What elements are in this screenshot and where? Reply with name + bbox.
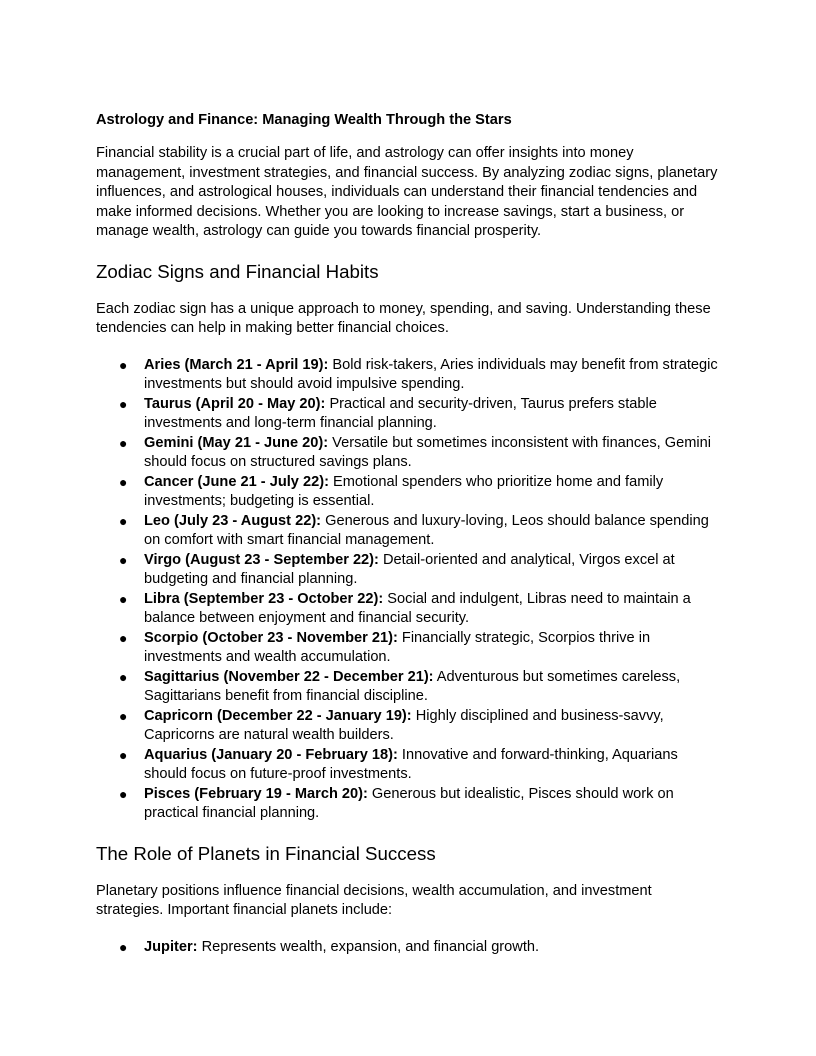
list-item — [96, 551, 720, 590]
item-text: Highly disciplined and business-savvy, Capricorns are natural wealth builders. — [144, 707, 664, 743]
bullet-icon: ● — [119, 668, 128, 685]
list-item — [96, 473, 720, 512]
item-label: Leo (July 23 - August 22): — [144, 512, 322, 529]
item-text: Financially strategic, Scorpios thrive in investments and wealth accumulation. — [144, 629, 651, 665]
planets-list — [96, 938, 720, 958]
list-item — [96, 434, 720, 473]
item-text: Versatile but sometimes inconsistent with finances, Gemini should focus on structured savings plans. — [144, 434, 711, 470]
bullet-icon: ● — [119, 590, 128, 607]
item-label: Aquarius (January 20 - February 18): — [144, 746, 398, 763]
item-text: Innovative and forward-thinking, Aquarians should focus on future-proof investments. — [144, 746, 678, 782]
list-item — [96, 395, 720, 434]
item-text: Generous but idealistic, Pisces should work on practical financial planning. — [144, 785, 674, 821]
item-label: Pisces (February 19 - March 20): — [144, 785, 368, 802]
zodiac-list — [96, 356, 720, 824]
section-heading-zodiac: Zodiac Signs and Financial Habits — [96, 260, 379, 282]
list-item — [96, 590, 720, 629]
list-item — [96, 746, 720, 785]
intro-paragraph: Financial stability is a crucial part of life, and astrology can offer insights into money management, investment strategies, and financial success. By analyzing zodiac signs, planetary influences, and astrological houses, individuals can understand their financial tendencies and make informed decisions. Whether you are looking to increase savings, start a business, or manage wealth, astrology can guide you towards financial prosperity. — [96, 145, 718, 239]
item-label: Libra (September 23 - October 22): — [144, 590, 384, 607]
item-text: Represents wealth, expansion, and financial growth. — [197, 938, 540, 955]
list-item — [96, 938, 720, 958]
item-label: Cancer (June 21 - July 22): — [144, 473, 329, 490]
bullet-icon: ● — [119, 785, 128, 802]
section-heading-planets: The Role of Planets in Financial Success — [96, 842, 436, 864]
bullet-icon: ● — [119, 512, 128, 529]
list-item — [96, 356, 720, 395]
document-title: Astrology and Finance: Managing Wealth Through the Stars — [96, 112, 512, 128]
item-text: Bold risk-takers, Aries individuals may benefit from strategic investments but should avoid impulsive spending. — [144, 356, 718, 392]
list-item — [96, 629, 720, 668]
item-text: Social and indulgent, Libras need to maintain a balance between enjoyment and financial security. — [144, 590, 691, 626]
bullet-icon: ● — [119, 434, 128, 451]
item-text: Detail-oriented and analytical, Virgos excel at budgeting and financial planning. — [144, 551, 675, 587]
list-item — [96, 707, 720, 746]
item-label: Sagittarius (November 22 - December 21): — [144, 668, 434, 685]
bullet-icon: ● — [119, 629, 128, 646]
item-text: Practical and security-driven, Taurus prefers stable investments and long-term financial planning. — [144, 395, 657, 431]
list-item — [96, 512, 720, 551]
item-label: Aries (March 21 - April 19): — [144, 356, 329, 373]
bullet-icon: ● — [119, 395, 128, 412]
bullet-icon: ● — [119, 746, 128, 763]
bullet-icon: ● — [119, 551, 128, 568]
item-label: Virgo (August 23 - September 22): — [144, 551, 379, 568]
item-label: Jupiter: — [144, 938, 198, 955]
bullet-icon: ● — [119, 938, 128, 955]
bullet-icon: ● — [119, 473, 128, 490]
section-intro-planets: Planetary positions influence financial decisions, wealth accumulation, and investment strategies. Important financial planets include: — [96, 882, 652, 918]
item-label: Taurus (April 20 - May 20): — [144, 395, 326, 412]
bullet-icon: ● — [119, 707, 128, 724]
document-page — [96, 110, 720, 957]
item-label: Capricorn (December 22 - January 19): — [144, 707, 412, 724]
section-intro-zodiac: Each zodiac sign has a unique approach to money, spending, and saving. Understanding these tendencies can help in making better financial choices. — [96, 300, 711, 336]
item-text: Adventurous but sometimes careless, Sagittarians benefit from financial discipline. — [144, 668, 681, 704]
list-item — [96, 785, 720, 824]
item-text: Emotional spenders who prioritize home and family investments; budgeting is essential. — [144, 473, 664, 509]
item-text: Generous and luxury-loving, Leos should balance spending on comfort with smart financial management. — [144, 512, 709, 548]
list-item — [96, 668, 720, 707]
item-label: Scorpio (October 23 - November 21): — [144, 629, 398, 646]
item-label: Gemini (May 21 - June 20): — [144, 434, 329, 451]
bullet-icon: ● — [119, 356, 128, 373]
